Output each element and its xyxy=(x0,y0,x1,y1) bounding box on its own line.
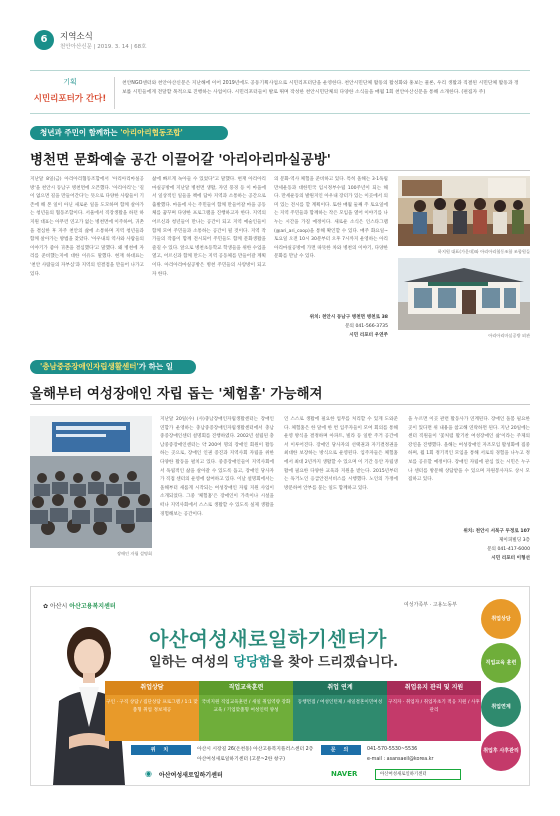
ad-logo-left xyxy=(43,601,116,610)
article2-photo-caption: 장애인 자립 설명회 xyxy=(116,551,152,556)
ad-logo-right: 여성가족부 · 고용노동부 xyxy=(403,602,457,608)
article1-photo-caption-1: 하지원 대표(가운데)와 아리아리협동조합 조합원들 xyxy=(437,249,530,254)
ad-footer xyxy=(141,769,461,781)
section-name: 지역소식 xyxy=(60,32,93,42)
article1-reporter: 시민 리포터 우연주 xyxy=(349,333,388,338)
article1-topic-label xyxy=(40,126,183,140)
ad-logo-city: 아산시 xyxy=(49,603,68,610)
article1-photo-people xyxy=(398,176,530,246)
article2-topic-label xyxy=(40,360,173,374)
contact-label: 문 의 xyxy=(321,745,361,755)
service-card-counseling xyxy=(105,681,199,741)
location-text xyxy=(197,745,313,765)
ad-side-services xyxy=(477,599,525,783)
article1-photo-caption-2: 아리아리마실공방 외관 xyxy=(488,333,530,338)
intro-tag-title: 시민리포터가 간다! xyxy=(33,94,107,104)
ad-subtitle-pre: 일하는 여성의 xyxy=(149,655,234,670)
service-card-title: 취업유지 관리 및 지원 xyxy=(387,681,481,695)
article2-location: 위치: 천안시 서북구 두정로 107 xyxy=(463,529,530,534)
ad-subtitle xyxy=(149,651,398,670)
service-card-title: 취업상담 xyxy=(105,681,199,695)
ad-contact-row xyxy=(321,745,471,762)
advertisement xyxy=(30,586,530,786)
side-circle-training: 직업교육 훈련 xyxy=(481,643,521,683)
article1-phone: 문의 041-566-3735 xyxy=(345,324,388,329)
issue-info: 천안아산신문 | 2019. 3. 14 | 68호 xyxy=(60,44,147,50)
ad-subtitle-accent: 당당함 xyxy=(233,655,272,670)
service-card-retention xyxy=(387,681,481,741)
article2-topic-highlight: '충남중증장애인자립생활센터' xyxy=(40,362,139,371)
location-label: 위 치 xyxy=(131,745,191,755)
service-card-body: 국비지원 직업교육훈련 / 새일 취업역량 강화 교육 / 기업맞춤형 여성인력 양성 xyxy=(199,695,293,741)
article2-floor: 제이피빌딩 3층 xyxy=(498,538,530,543)
article2-column-2: 인 스스로 생활에 필요한 업무를 처리할 수 있게 도와준다. 체험홈은 한 달에 한 번 입주자들이 모여 회의를 통해 운영 방식을 결정하며 아파트, 빌라 등 일반 주거 공간에서 이루어진다. 장애인 당사자의 선택권과 자기결정권을 최대한 보장하는 방식으로 운영된다. 입주자들은 체험홈에서 최대 2년까지 생활할 수 있으며 이 기간 동안 자립생활에 필요한 다양한 교육과 지원을 받는다. 2015년부터는 독거노인 응급안전서비스를 시행했다. 노인의 가정에 방문하여 안부를 묻는 일도 함께하고 있다. xyxy=(284,417,398,491)
service-card-placement xyxy=(293,681,387,741)
location-window: 아산여성새로일하기센터 (고분~2한 창구) xyxy=(197,757,286,762)
article2-phone: 문의 041-417-6000 xyxy=(487,547,530,552)
article1-column-2: 삶에 빠르게 녹아들 수 있었다"고 말했다. 현재 아리아리마실공방에 지난달 병천면 생활, 자연 풍경 등 이 마을에서 일상적인 일들을 책에 담아 지역과 소통하는 공간으로 출발했다. 마을에 사는 주민들이 함께 만들어갈 마을 공동체를 꿈꾸며 다양한 프로그램을 진행하고자 한다. 지역의 어르신과 청년들이 만나는 공간이 되고 지역 예술인들이 함께 모여 주민들과 소통하는 공간이 될 것이다. 지역 작가들의 작품이 함께 전시되어 주민들도 함께 문화생활을 즐길 수 있다. 앞으로 병천초등학교 학생들을 위한 수업을 열고, 어르신과 함께 만드는 지역 공동체를 만들어갈 계획이다. 아리아리마실공방은 병천 주민들의 사랑방이 되고자 한다. xyxy=(152,177,266,277)
contact-email: e-mail : asansaeil@korea.kr xyxy=(367,757,434,762)
contact-text xyxy=(367,745,433,765)
article2-photo-seminar xyxy=(30,416,152,548)
service-card-body: 동행면접 / 여성인턴제 / 새일결혼이민여성 xyxy=(293,695,387,741)
article1-topic-highlight: '아리아리협동조합' xyxy=(120,128,183,137)
service-card-training xyxy=(199,681,293,741)
intro-tag xyxy=(30,77,110,104)
asan-city-logo-icon: ✿ xyxy=(43,603,49,610)
ad-subtitle-post: 을 찾아 드리겠습니다. xyxy=(271,655,399,670)
article1-column-3: 의 문화·역사 체험을 준비하고 있다. 특히 올해는 3·1독립만세운동과 대한민국 임시정부수립 100주년이 되는 해다. 만세운동의 발원지인 아우내 장터가 있는 이곳에서 의미 있는 전시를 할 계획이다. 또한 매월 둘째 주 토요일에는 지역 주민들과 함께하는 작은 모임을 열어 이야기를 나누는 시간을 가질 예정이다. 새로운 소식은 인스타그램(@ari_ari_coop)을 통해 확인할 수 있다. 매주 화요일~토요일 오전 10시 30분부터 오후 7시까지 운영하는 아리아리마실공방에 가면 따뜻한 차와 병천의 이야기, 다양한 문화를 만날 수 있다. xyxy=(274,177,388,260)
side-circle-counseling: 취업상담 xyxy=(481,599,521,639)
service-card-title: 직업교육훈련 xyxy=(199,681,293,695)
naver-logo: NAVER xyxy=(331,770,358,778)
intro-text: 천안NGO센터와 천안아산신문은 지난해에 이어 2019년에도 공동기획사업으로 시민리포터단을 운영한다. 천안시민단체 활동의 활성화와 홍보는 물론, 우리 생활과 직결된 시민단체 활동과 정보를 시민들에게 전달할 목적으로 진행하는 사업이다. 시민리포터들이 발로 뛰며 작성한 천안시민단체의 다양한 소식들을 매월 1회 천안아산신문을 통해 소개한다. (편집자 주) xyxy=(122,81,519,95)
article1-photo-building xyxy=(398,258,530,330)
intro-box xyxy=(30,70,530,114)
article1-topic-prefix: 청년과 주민이 함께하는 xyxy=(40,128,121,137)
center-logo-icon: ◉ xyxy=(145,769,152,778)
naver-search-box[interactable]: 아산여성새로일하기센터 xyxy=(375,769,461,780)
service-card-body: 구직자 · 취업자 / 취업자초기 적응 지원 / 사후관리 xyxy=(387,695,481,741)
article1-rule xyxy=(30,170,530,171)
side-circle-aftercare: 취업후 사후관리 xyxy=(481,731,521,771)
service-card-title: 취업 연계 xyxy=(293,681,387,695)
article2-headline: 올해부터 여성장애인 자립 돕는 '체험홈' 가능해져 xyxy=(30,386,323,402)
article2-rule xyxy=(30,404,530,405)
center-name: 아산여성새로일하기센터 xyxy=(159,772,223,779)
article2-column-1: 지난달 20일(수) (사)충남장애인자립생활센터는 장애인연합가 운영하는 충남중증장애인자립생활센터에서 충남중증장애인센터 설명회를 진행하였다. 2002년 설립된 충남중증장애인센터는 약 200여 명의 장애인 회원이 활동하는 곳으로, 장애인 인권 증진과 지역사회 자립을 위한 다양한 활동을 펼치고 있다. 중증장애인들이 지역사회에서 독립적인 삶을 살아갈 수 있도록 돕고, 장애인 당사자가 직접 센터의 운영에 참여하고 있다. 이날 설명회에서는 올해부터 새롭게 시작되는 여성장애인 자립 지원 사업이 소개되었다. 그중 '체험홈'은 장애인이 가족이나 시설을 떠나 지역사회에서 스스로 생활할 수 있도록 실제 생활을 경험해보는 공간이다. xyxy=(160,417,274,517)
article2-topic-suffix: 가 하는 일 xyxy=(138,362,173,371)
ad-title: 아산여성새로일하기센터가 xyxy=(149,627,387,651)
article1-location: 위치: 천안시 동남구 병천면 병천로 38 xyxy=(309,315,388,320)
article2-reporter: 시민 리포터 이형선 xyxy=(491,556,530,561)
contact-phone: 041-570-5530~5536 xyxy=(367,747,418,752)
article1-column-1: 지난달 8일(금) 아리아리협동조합에서 '아리아리마실공방'을 천안시 동남구 병천면에 오픈했다. '아리아리'는 '길이 없으면 길을 만들어간다'는 뜻으로 다양한 사람들이 기존에 해 본 일이 아닌 새로운 일을 도모하며 함께 살아가는 청년들의 협동조합이다. 서울에서 직장생활을 하던 하지원 대표는 아무런 연고가 없는 병천면에 이주하여, 귀촌을 결심한 후 자주 천안의 삶에 소통하며 지역 청년들과 함께 살아가는 방법을 찾았다. '아우내의 역사와 사람들의 이야기가 좋아 귀촌을 결심했다'고 말했다. 왜 병천에 자리를 준비했는지에 대한 이유도 말했다. 현재 하대표는 '천안 사람들의 자부심'과 지역의 연결점을 만들어 나가고 있다. xyxy=(30,177,144,277)
intro-tag-small: 기획 xyxy=(63,78,77,86)
ad-logo-center: 아산고용복지센터 xyxy=(69,603,116,610)
service-card-body: 구인 · 구직 상담 / 집단상담 프로그램 / 1:1 맞춤형 취업 정보제공 xyxy=(105,695,199,741)
page-number: 6 xyxy=(34,30,54,50)
intro-divider xyxy=(114,77,115,109)
side-circle-placement: 취업연계 xyxy=(481,687,521,727)
article1-headline: 병천면 문화예술 공간 이끌어갈 '아리아리마실공방' xyxy=(30,152,331,168)
article2-column-3: 을 누르면 이곳 관련 활동사가 연계된다. 장애인 돌봄 필요한 곳이 있다면 위 내용을 참고해 연락하면 된다. 지난 20일에는 센터 직원들이 '꽃처럼 활기찬 여성장애인 삶'이라는 주제의 강연을 진행했다. 올해는 여성장애인 자조모임 활성화에 집중하며, 월 1회 정기적인 모임을 통해 서로의 경험을 나누고 정보를 공유할 예정이다. 장애인 자립에 관심 있는 시민은 누구나 센터를 방문해 상담받을 수 있으며 자원봉사자도 상시 모집하고 있다. xyxy=(408,417,530,483)
location-address: 아산시 시장길 26(온천동) 아산고용복지플러스센터 2층 xyxy=(197,747,314,752)
